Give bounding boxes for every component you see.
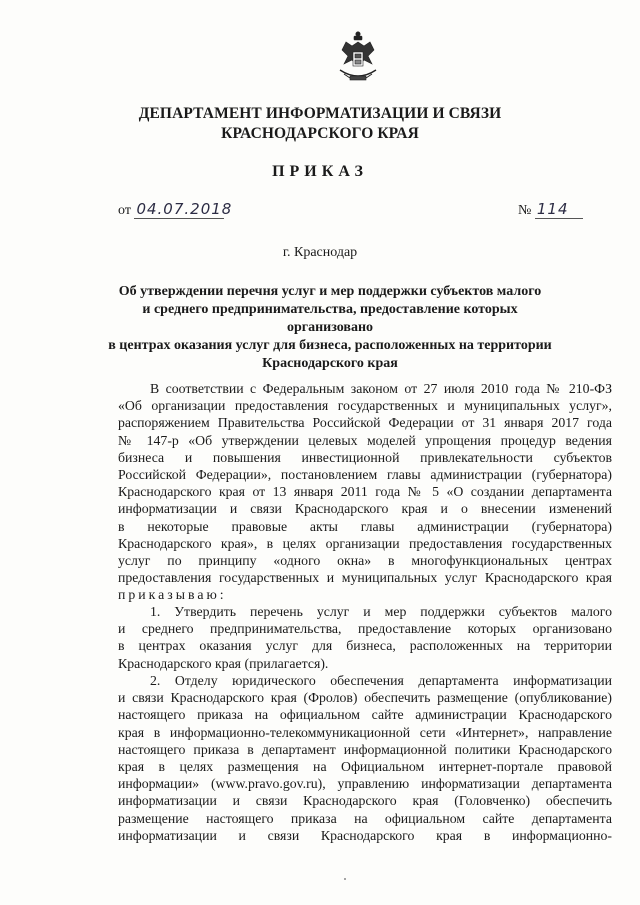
body-line: Российской Федерации», постановлением главы администрации (губернатора) [118, 467, 612, 483]
item-2-paragraph [118, 672, 612, 844]
order-date [118, 200, 233, 219]
body-line: настоящего приказа в департамент информационной политики Краснодарского [118, 741, 612, 757]
body-line: информатизации и связи Краснодарского края в информационно- [118, 827, 612, 843]
body-line: информатизации и связи Краснодарского края (Головченко) обеспечить [118, 793, 612, 809]
number-prefix: № [518, 203, 532, 218]
body-line: настоящего приказа на официальном сайте администрации Краснодарского [118, 707, 612, 723]
preamble-paragraph [118, 380, 612, 604]
subject-line: и среднего предпринимательства, предоставление которых организовано [142, 302, 518, 335]
body-line: В соответствии с Федеральным законом от 27 июля 2010 года № 210-ФЗ [150, 381, 612, 396]
body-line: 2. Отделу юридического обеспечения департамента информатизации [150, 673, 612, 688]
body-line: Краснодарского края (прилагается). [118, 655, 329, 671]
department-name-line2: КРАСНОДАРСКОГО КРАЯ [221, 125, 419, 142]
item-1-paragraph [118, 603, 612, 672]
body-line: и среднего предпринимательства, предоставление которых организовано [118, 621, 612, 637]
body-line: и связи Краснодарского края (Фролов) обеспечить размещение (опубликование) [118, 690, 612, 706]
subject-line: в центрах оказания услуг для бизнеса, расположенных на территории [108, 338, 552, 353]
body-line: в центрах оказания услуг для бизнеса, расположенных на территории [118, 638, 612, 654]
page-speck [344, 878, 346, 880]
body-line: информации» (www.pravo.gov.ru), управлению информатизации департамента [118, 776, 612, 792]
body-line: бизнеса и повышения инвестиционной привлекательности субъектов [118, 449, 612, 465]
body-line: «Об организации предоставления государственных и муниципальных услуг», [118, 398, 612, 414]
date-handwritten: 04.07.2018 [136, 200, 233, 218]
order-subject [100, 283, 560, 373]
body-line: Краснодарского края», в целях организации предоставления государственных [118, 535, 612, 551]
body-line: информатизации и связи Краснодарского края и о внесении изменений [118, 501, 612, 517]
date-prefix: от [118, 203, 131, 218]
body-line: распоряжением Правительства Российской Федерации от 31 января 2017 года [118, 415, 612, 431]
order-word: приказываю: [118, 587, 227, 603]
department-name-line1: ДЕПАРТАМЕНТ ИНФОРМАТИЗАЦИИ И СВЯЗИ [138, 105, 502, 122]
number-handwritten: 114 [535, 200, 583, 219]
body-line: № 147-р «Об утверждении целевых моделей упрощения процедур ведения [118, 432, 612, 448]
subject-line: Об утверждении перечня услуг и мер поддержки субъектов малого [118, 284, 542, 299]
body-line: размещение настоящего приказа на официальном сайте департамента [118, 810, 612, 826]
body-line: услуг по принципу «одного окна» в многофункциональных центрах [118, 553, 612, 569]
order-title: ПРИКАЗ [272, 163, 368, 180]
body-line: предоставления государственных и муниципальных услуг Краснодарского края [118, 570, 612, 586]
order-number [518, 200, 583, 219]
body-line: 1. Утвердить перечень услуг и мер поддержки субъектов малого [150, 604, 612, 619]
body-line: края в информационно-телекоммуникационной сети «Интернет», направление [118, 724, 612, 740]
body-line: Краснодарского края от 13 января 2011 года № 5 «О создании департамента [118, 484, 612, 500]
city-name: г. Краснодар [282, 245, 358, 260]
body-line: в некоторые правовые акты главы администрации (губернатора) [118, 518, 612, 534]
body-line: края в целях размещения на Официальном интернет-портале правовой [118, 759, 612, 775]
subject-line: Краснодарского края [262, 356, 398, 371]
coat-of-arms-emblem [336, 30, 380, 86]
